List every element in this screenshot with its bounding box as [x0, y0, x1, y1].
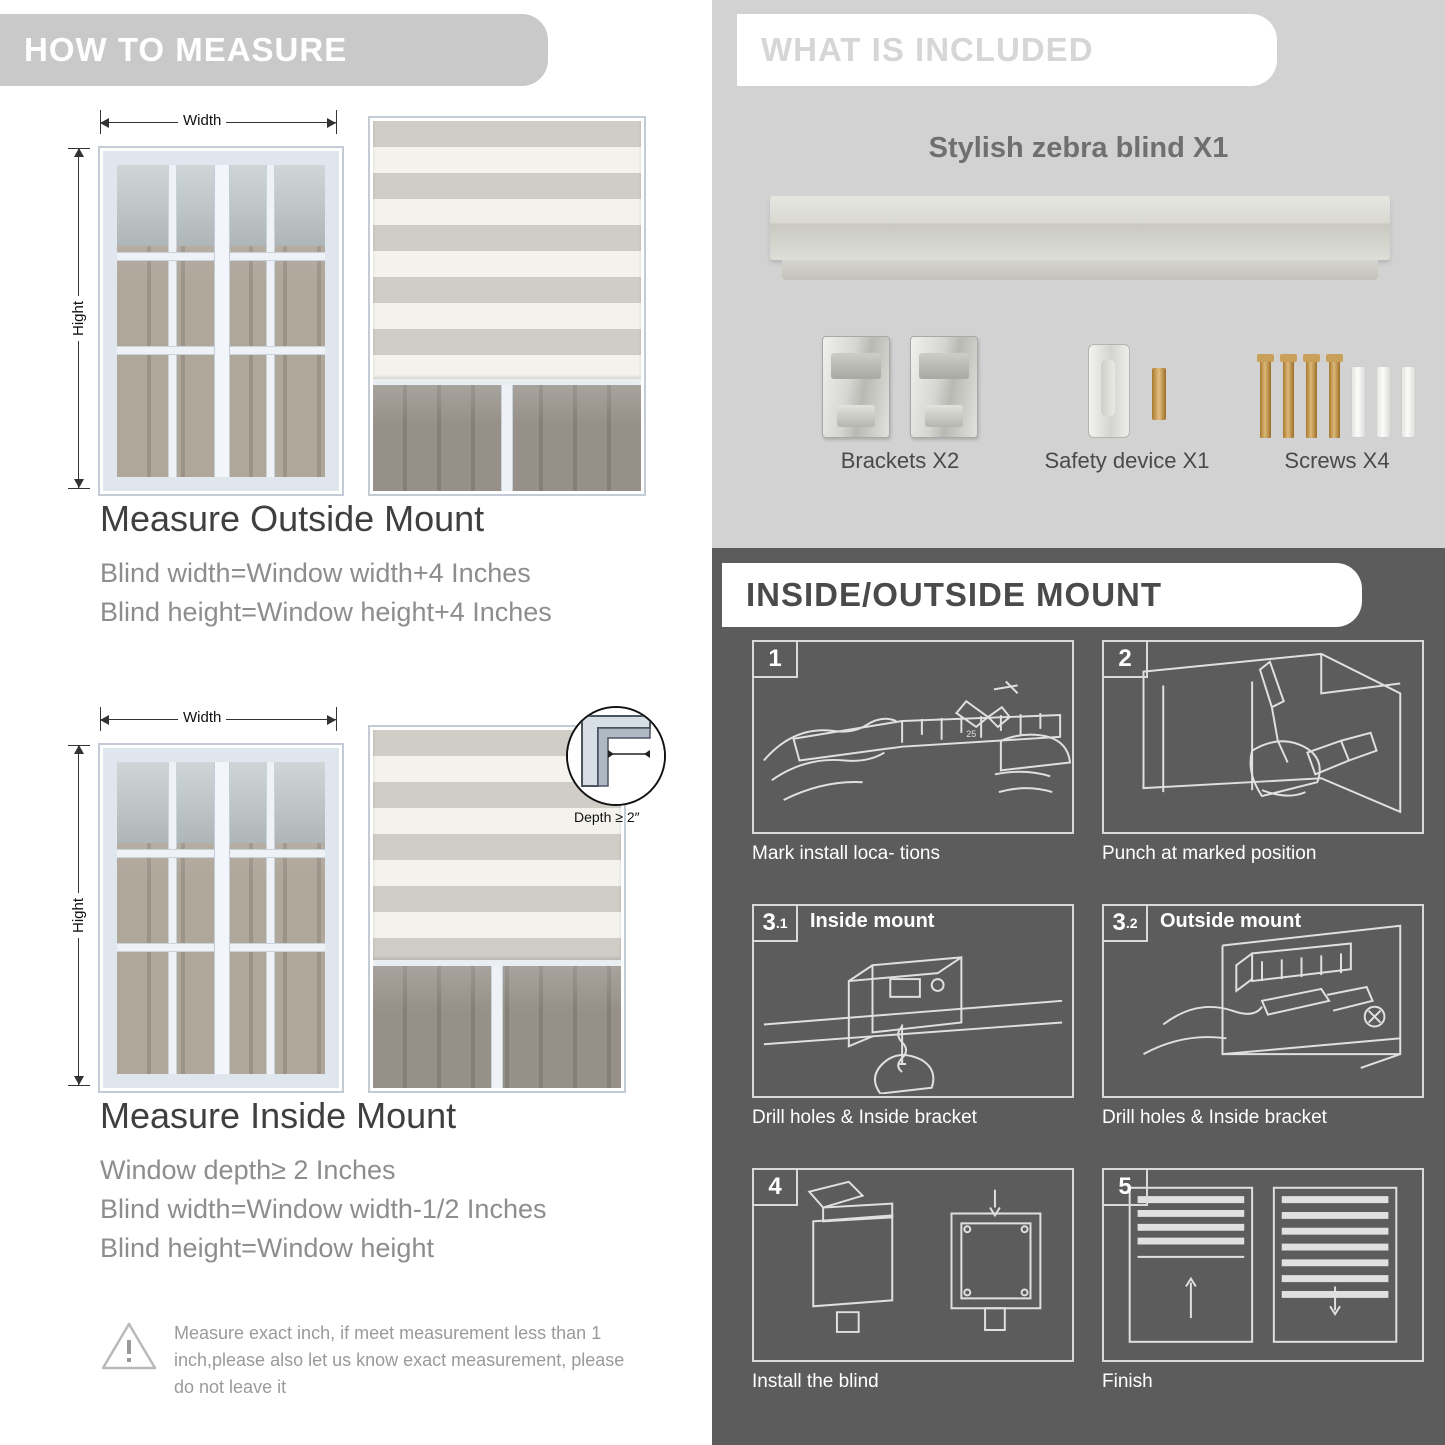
outside-width-tick-left [100, 110, 101, 134]
finished-blind-icon [1104, 1170, 1422, 1358]
outside-width-arrow-right [327, 118, 336, 128]
bracket-screwdriver-icon [754, 906, 1072, 1094]
measure-warning [100, 1320, 640, 1401]
how-to-measure-title: HOW TO MEASURE [0, 14, 548, 86]
outside-mount-line-1: Blind width=Window width+4 Inches [100, 558, 531, 588]
depth-detail-icon [568, 708, 664, 804]
step-3-2-number: 3 .2 [1104, 906, 1148, 942]
inside-mount-line-2: Blind width=Window width-1/2 Inches [100, 1194, 547, 1225]
step-1 [752, 640, 1074, 865]
bracket-icon [780, 330, 1020, 438]
step-5-number: 5 [1104, 1170, 1148, 1206]
outside-width-label: Width [178, 112, 226, 129]
part-screws-label: Screws X4 [1284, 448, 1390, 473]
step-4 [752, 1168, 1074, 1393]
measure-warning-text: Measure exact inch, if meet measurement less than 1 inch,please also let us know exact measurement, please do not leave it [174, 1323, 625, 1397]
inside-mount-diagram [0, 697, 712, 1092]
inside-width-arrow-left [100, 715, 109, 725]
part-brackets-label: Brackets X2 [840, 448, 960, 473]
outside-height-arrow-up [74, 148, 84, 157]
screw-icon [1232, 330, 1442, 438]
svg-text:25: 25 [966, 728, 977, 739]
hand-ruler-pencil-icon [754, 642, 1072, 830]
inside-height-arrow-up [74, 745, 84, 754]
step-1-caption: Mark install loca- tions [752, 843, 940, 864]
depth-label: Depth ≥ 2″ [574, 809, 640, 825]
step-2 [1102, 640, 1424, 865]
inside-width-arrow-right [327, 715, 336, 725]
step-3-1-caption: Drill holes & Inside bracket [752, 1107, 977, 1128]
step-4-number: 4 [754, 1170, 798, 1206]
part-brackets [780, 330, 1020, 474]
step-3-1-number: 3 .1 [754, 906, 798, 942]
safety-device-icon [1002, 330, 1252, 438]
outside-mount-heading: Measure Outside Mount [100, 498, 485, 539]
window-view-inside [117, 762, 325, 1074]
window-view [117, 165, 325, 477]
included-product-label: Stylish zebra blind X1 [928, 132, 1229, 164]
zebra-blind-headrail [770, 196, 1390, 260]
outside-height-arrow-down [74, 479, 84, 488]
outside-bracket-screwdriver-icon [1104, 906, 1422, 1094]
step-1-number: 1 [754, 642, 798, 678]
window-illustration-inside [100, 745, 342, 1091]
inside-width-label: Width [178, 709, 226, 726]
included-parts-row [712, 330, 1445, 500]
step-3-2-inline-label: Outside mount [1160, 910, 1302, 932]
inside-mount-block [0, 697, 712, 1264]
step-2-caption: Punch at marked position [1102, 843, 1317, 864]
step-5-caption: Finish [1102, 1371, 1153, 1392]
install-blind-icon [754, 1170, 1072, 1358]
inside-mount-line-1: Window depth≥ 2 Inches [100, 1155, 396, 1185]
step-5 [1102, 1168, 1424, 1393]
inside-mount-line-3: Blind height=Window height [100, 1233, 434, 1264]
outside-mount-line-2: Blind height=Window height+4 Inches [100, 597, 552, 628]
outside-mount-diagram [0, 100, 712, 495]
inside-height-tick-bottom [68, 1085, 90, 1086]
part-screws [1232, 330, 1442, 474]
window-illustration-outside [100, 148, 342, 494]
outside-height-label: Hight [70, 296, 87, 341]
inside-width-tick-right [336, 707, 337, 731]
inside-height-arrow-down [74, 1076, 84, 1085]
inside-height-label: Hight [70, 893, 87, 938]
outside-mount-block [0, 100, 712, 628]
depth-callout-circle [566, 706, 666, 806]
zebra-fabric-outside [373, 121, 641, 379]
inside-mount-text [100, 1095, 720, 1268]
inside-height-tick-top [68, 745, 90, 746]
outside-width-tick-right [336, 110, 337, 134]
drill-icon [1104, 642, 1422, 830]
window-below-blind-outside [373, 385, 641, 491]
step-3-2 [1102, 904, 1424, 1129]
inside-mount-heading: Measure Inside Mount [100, 1095, 457, 1136]
step-3-1 [752, 904, 1074, 1129]
outside-height-tick-top [68, 148, 90, 149]
step-3-2-caption: Drill holes & Inside bracket [1102, 1107, 1327, 1128]
blind-illustration-outside [370, 118, 644, 494]
warning-triangle-icon [100, 1320, 158, 1372]
what-included-title: WHAT IS INCLUDED [737, 14, 1277, 86]
outside-height-tick-bottom [68, 488, 90, 489]
step-3-1-inline-label: Inside mount [810, 910, 935, 932]
inside-outside-mount-title: INSIDE/OUTSIDE MOUNT [722, 563, 1362, 627]
outside-width-arrow-left [100, 118, 109, 128]
step-4-caption: Install the blind [752, 1371, 879, 1392]
part-safety-device-label: Safety device X1 [1044, 448, 1210, 473]
inside-width-tick-left [100, 707, 101, 731]
step-2-number: 2 [1104, 642, 1148, 678]
outside-mount-text [100, 498, 700, 632]
how-to-measure-panel [0, 0, 712, 1445]
part-safety-device [1002, 330, 1252, 474]
window-below-blind-inside [373, 966, 621, 1088]
